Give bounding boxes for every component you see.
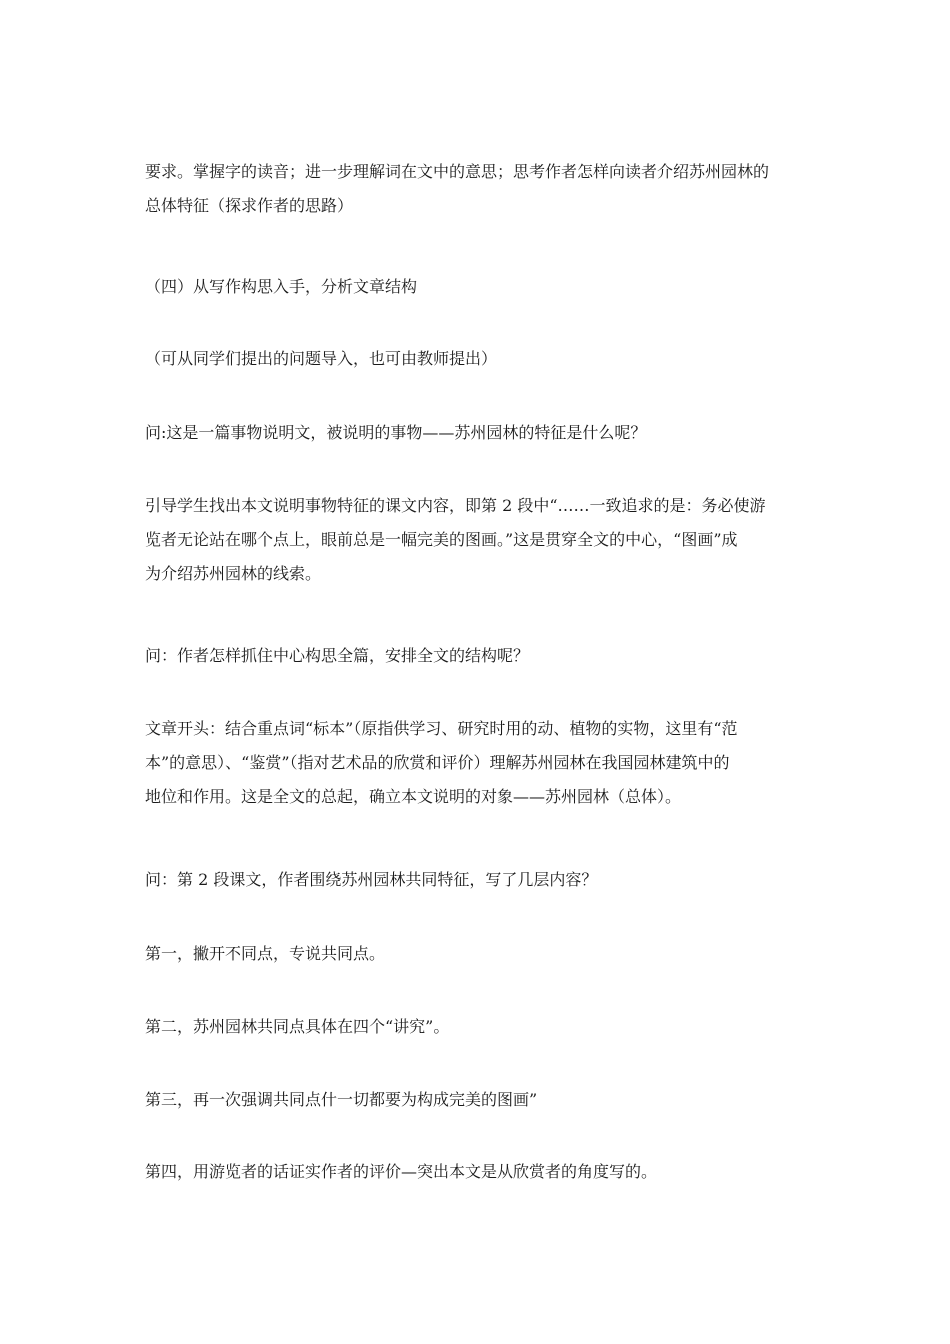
section-heading [145,270,810,304]
text-line: 总体特征（探求作者的思路） [145,196,354,215]
text-line: 第三，再一次强调共同点什一切都要为构成完美的图画” [145,1090,538,1109]
text-line: 览者无论站在哪个点上，眼前总是一幅完美的图画。”这是贯穿全文的中心，“图画”成 [145,530,738,549]
text-line: （四）从写作构思入手，分析文章结构 [145,277,418,296]
paragraph-question [145,416,810,450]
paragraph-guidance [145,489,810,591]
text-line: 第一，撇开不同点，专说共同点。 [145,944,386,963]
text-line: 本”的意思）、“鉴赏”（指对艺术品的欣赏和评价）理解苏州园林在我国园林建筑中的 [145,753,730,772]
text-line: 文章开头：结合重点词“标本”（原指供学习、研究时用的动、植物的实物，这里有“范 [145,719,738,738]
text-line: （可从同学们提出的问题导入，也可由教师提出） [145,349,498,368]
paragraph-point-3 [145,1083,810,1117]
paragraph-point-2 [145,1010,810,1044]
text-line: 第二，苏州园林共同点具体在四个“讲究”。 [145,1017,450,1036]
text-line: 为介绍苏州园林的线索。 [145,564,322,583]
text-line: 地位和作用。这是全文的总起，确立本文说明的对象——苏州园林（总体）。 [145,787,682,806]
paragraph-opening [145,712,810,814]
paragraph-point-4 [145,1155,810,1189]
paragraph-note [145,342,810,376]
text-line: 问:这是一篇事物说明文，被说明的事物——苏州园林的特征是什么呢？ [145,423,647,442]
paragraph-point-1 [145,937,810,971]
text-line: 问：第 2 段课文，作者围绕苏州园林共同特征，写了几层内容？ [145,870,598,889]
text-line: 引导学生找出本文说明事物特征的课文内容，即第 2 段中“……一致追求的是：务必使游 [145,496,766,515]
text-line: 问：作者怎样抓住中心构思全篇，安排全文的结构呢？ [145,646,530,665]
paragraph-question [145,639,810,673]
paragraph-requirements [145,155,810,223]
text-line: 第四，用游览者的话证实作者的评价—突出本文是从欣赏者的角度写的。 [145,1162,658,1181]
text-line: 要求。掌握字的读音；进一步理解词在文中的意思；思考作者怎样向读者介绍苏州园林的 [145,162,770,181]
paragraph-question [145,863,810,897]
